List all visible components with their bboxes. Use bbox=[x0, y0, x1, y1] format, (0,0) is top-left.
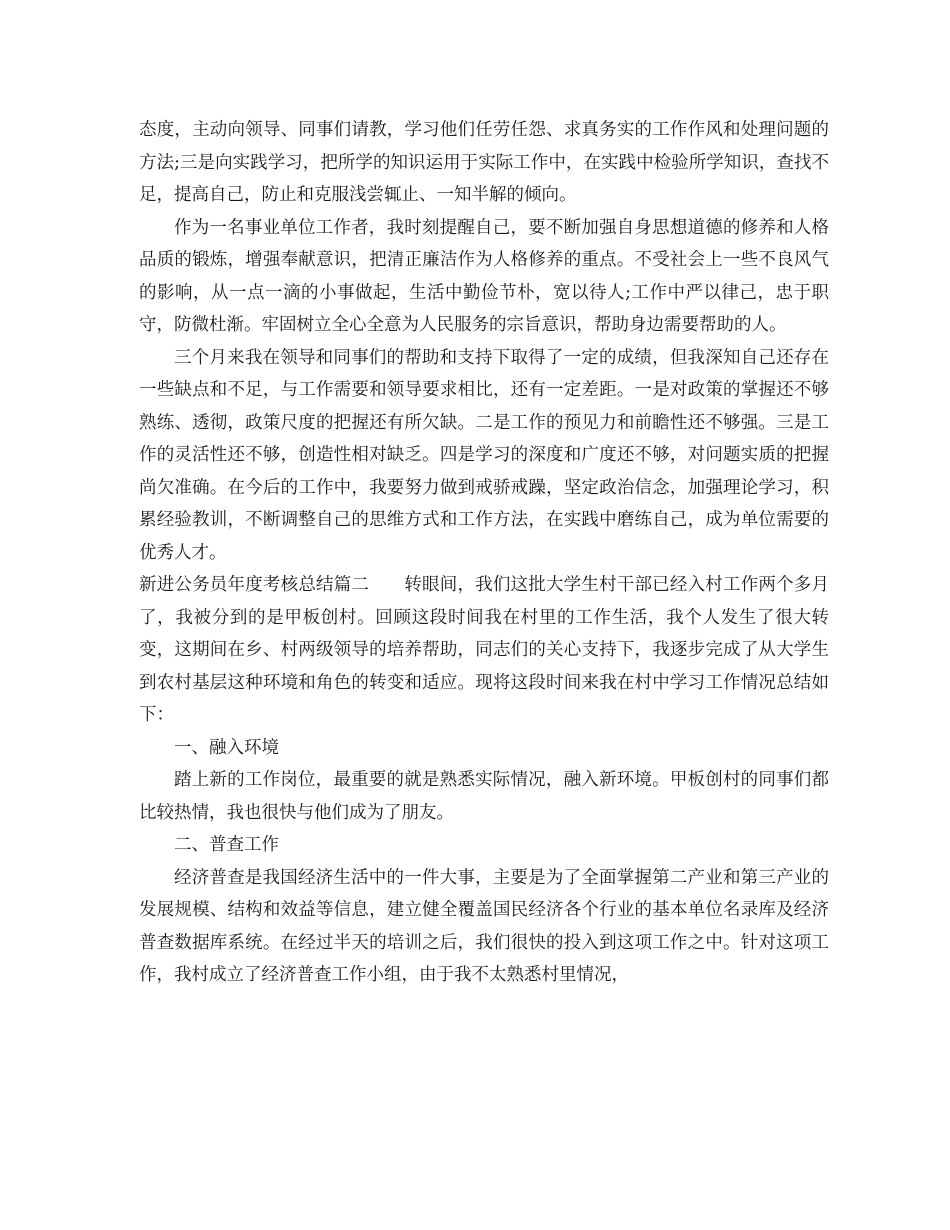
document-page bbox=[139, 114, 829, 992]
section-paragraph bbox=[139, 569, 829, 732]
section-intro: 转眼间，我们这批大学生村干部已经入村工作两个多月了，我被分到的是甲板创村。回顾这段时间我在村里的工作生活，我个人发生了很大转变，这期间在乡、村两级领导的培养帮助，同志们的关心支持下，我逐步完成了从大学生到农村基层这种环境和角色的转变和适应。现将这段时间来我在村中学习工作情况总结如下： bbox=[139, 575, 830, 725]
heading-census: 二、普查工作 bbox=[174, 835, 279, 855]
paragraph-3: 三个月来我在领导和同事们的帮助和支持下取得了一定的成绩，但我深知自己还存在一些缺点和不足，与工作需要和领导要求相比，还有一定差距。一是对政策的掌握还不够熟练、透彻，政策尺度的把握还有所欠缺。二是工作的预见力和前瞻性还不够强。三是工作的灵活性还不够，创造性相对缺乏。四是学习的深度和广度还不够，对问题实质的把握尚欠准确。在今后的工作中，我要努力做到戒骄戒躁，坚定政治信念，加强理论学习，积累经验教训，不断调整自己的思维方式和工作方法，在实践中磨练自己，成为单位需要的优秀人才。 bbox=[139, 347, 829, 563]
heading-integrate: 一、融入环境 bbox=[174, 737, 279, 758]
section-title: 新进公务员年度考核总结篇二 bbox=[139, 575, 370, 595]
paragraph-census: 经济普查是我国经济生活中的一件大事，主要是为了全面掌握第二产业和第三产业的发展规模、结构和效益等信息，建立健全覆盖国民经济各个行业的基本单位名录库及经济普查数据库系统。在经过半天的培训之后，我们很快的投入到这项工作之中。针对这项工作，我村成立了经济普查工作小组，由于我不太熟悉村里情况， bbox=[139, 867, 829, 985]
paragraph-2: 作为一名事业单位工作者，我时刻提醒自己，要不断加强自身思想道德的修养和人格品质的锻炼，增强奉献意识，把清正廉洁作为人格修养的重点。不受社会上一些不良风气的影响，从一点一滴的小事做起，生活中勤俭节朴，宽以待人;工作中严以律己，忠于职守，防微杜渐。牢固树立全心全意为人民服务的宗旨意识，帮助身边需要帮助的人。 bbox=[139, 217, 829, 335]
paragraph-1: 态度，主动向领导、同事们请教，学习他们任劳任怨、求真务实的工作作风和处理问题的方法;三是向实践学习，把所学的知识运用于实际工作中，在实践中检验所学知识，查找不足，提高自己，防止和克服浅尝辄止、一知半解的倾向。 bbox=[139, 120, 829, 205]
paragraph-integrate: 踏上新的工作岗位，最重要的就是熟悉实际情况，融入新环境。甲板创村的同事们都比较热情，我也很快与他们成为了朋友。 bbox=[139, 770, 829, 823]
